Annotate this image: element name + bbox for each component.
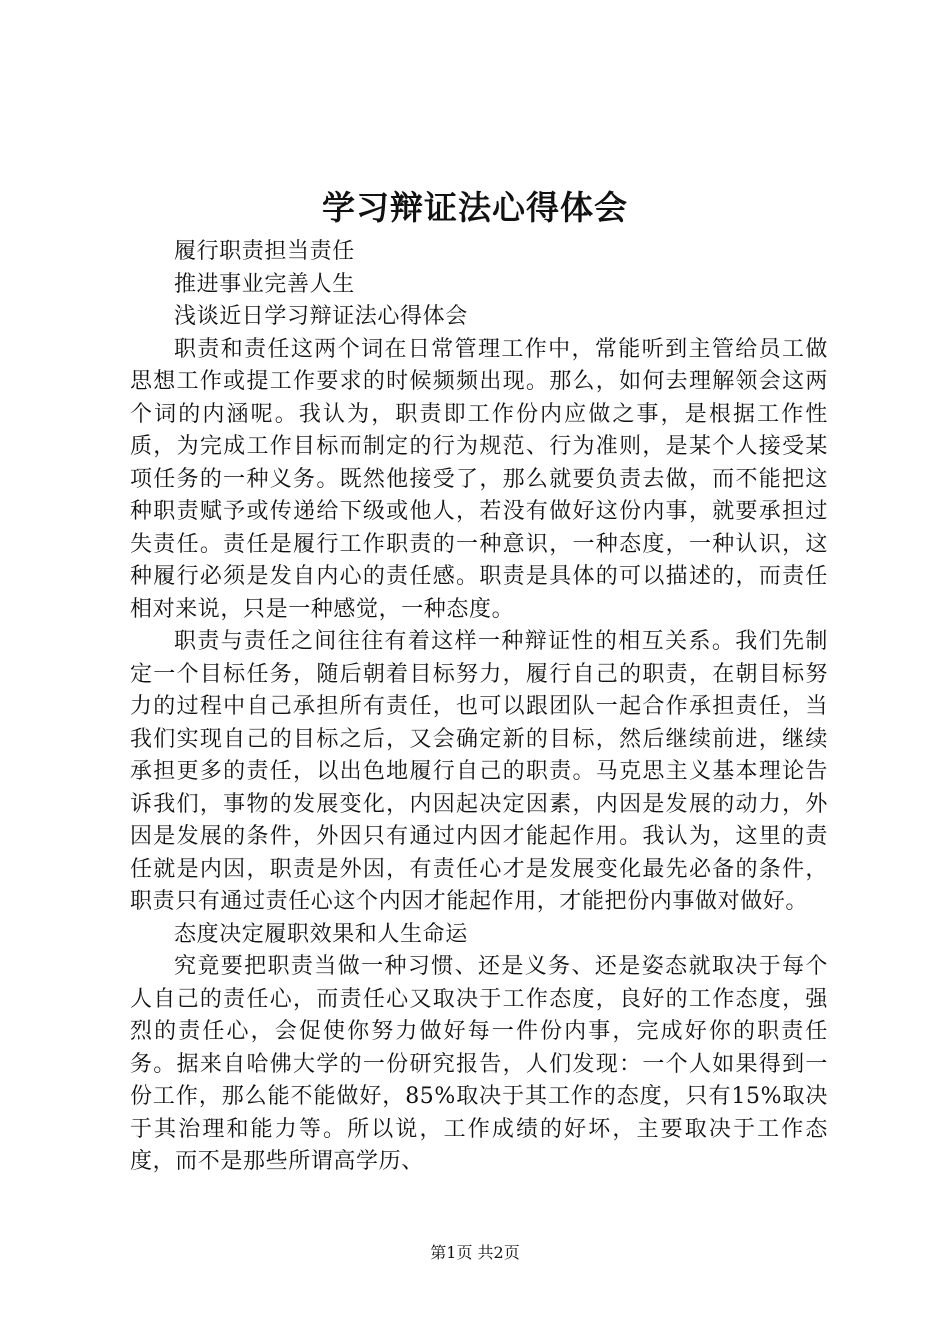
section-heading: 态度决定履职效果和人生命运: [174, 921, 468, 947]
document-body: [130, 236, 828, 1179]
body-paragraph-1: 职责和责任这两个词在日常管理工作中，常能听到主管给员工做思想工作或提工作要求的时候频频出现。那么，如何去理解领会这两个词的内涵呢。我认为，职责即工作份内应做之事，是根据工作性质，为完成工作目标而制定的行为规范、行为准则，是某个人接受某项任务的一种义务。既然他接受了，那么就要负责去做，而不能把这种职责赋予或传递给下级或他人，若没有做好这份内事，就要承担过失责任。责任是履行工作职责的一种意识，一种态度，一种认识，这种履行必须是发自内心的责任感。职责是具体的可以描述的，而责任相对来说，只是一种感觉，一种态度。: [130, 336, 828, 622]
body-paragraph-2: 职责与责任之间往往有着这样一种辩证性的相互关系。我们先制定一个目标任务，随后朝着目标努力，履行自己的职责，在朝目标努力的过程中自己承担所有责任，也可以跟团队一起合作承担责任，当我们实现自己的目标之后，又会确定新的目标，然后继续前进，继续承担更多的责任，以出色地履行自己的职责。马克思主义基本理论告诉我们，事物的发展变化，内因起决定因素，内因是发展的动力，外因是发展的条件，外因只有通过内因才能起作用。我认为，这里的责任就是内因，职责是外因，有责任心才是发展变化最先必备的条件，职责只有通过责任心这个内因才能起作用，才能把份内事做对做好。: [130, 629, 828, 914]
document-title: 学习辩证法心得体会: [322, 188, 628, 227]
subheading-2: 推进事业完善人生: [174, 271, 355, 297]
subheading-1: 履行职责担当责任: [174, 239, 355, 264]
subheading-3: 浅谈近日学习辩证法心得体会: [174, 304, 468, 329]
body-paragraph-3: 究竟要把职责当做一种习惯、还是义务、还是姿态就取决于每个人自己的责任心，而责任心又取决于工作态度，良好的工作态度，强烈的责任心，会促使你努力做好每一件份内事，完成好你的职责任务。据来自哈佛大学的一份研究报告，人们发现：一个人如果得到一份工作，那么能不能做好，85%取决于其工作的态度，只有15%取决于其治理和能力等。所以说，工作成绩的好坏，主要取决于工作态度，而不是那些所谓高学历、: [130, 954, 828, 1174]
page-footer: 第1页 共2页: [430, 1243, 520, 1262]
